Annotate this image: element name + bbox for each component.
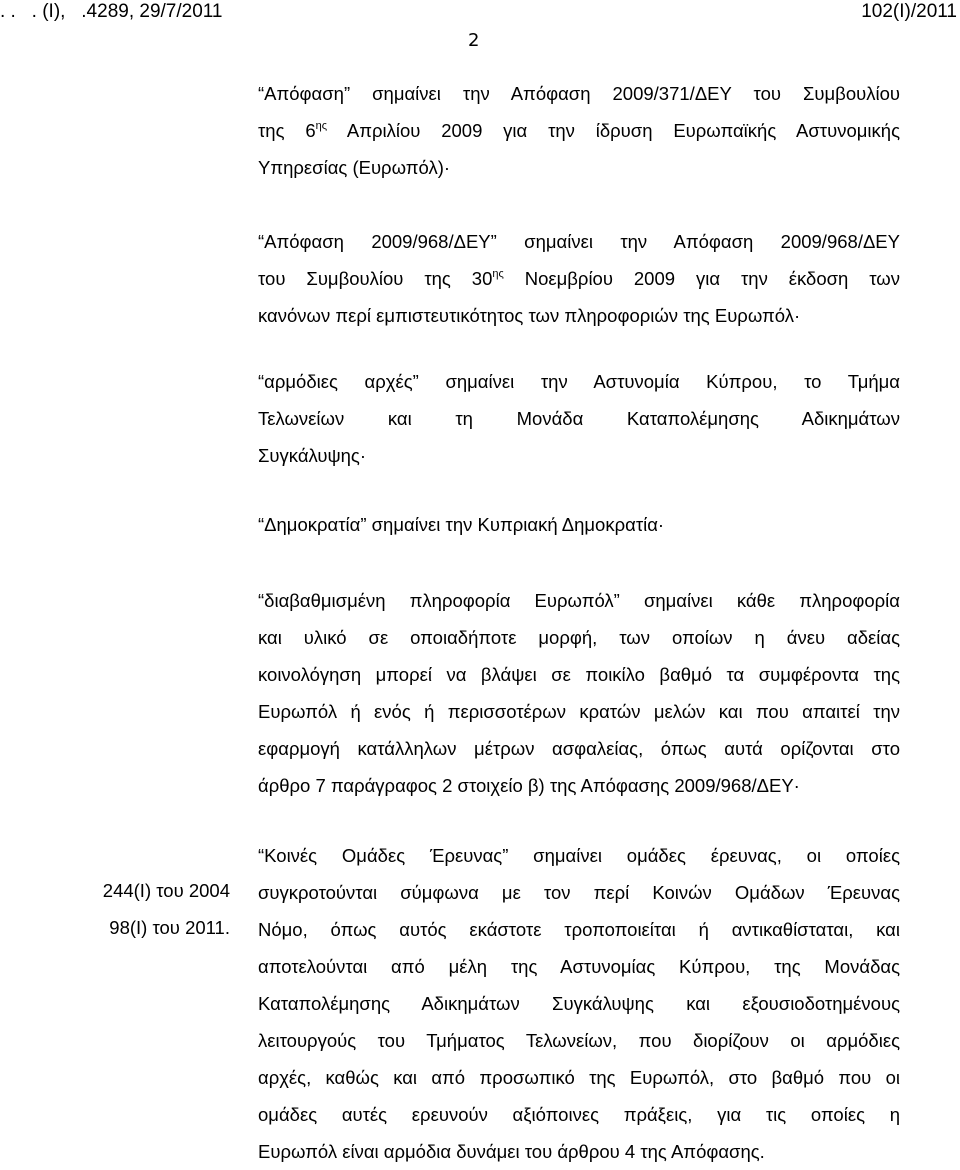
definition-apofasi-2009-968 [258,223,900,334]
definition-line: του Συμβουλίου της $30^{\eta\varsigma}$ Νοεμβρίου 2009 για την έκδοση των [258,268,900,289]
definition-line: “Απόφαση 2009/968/ΔΕΥ” σημαίνει την Απόφαση 2009/968/ΔΕΥ [258,231,900,252]
page-header [0,0,960,26]
margin-note-line: 244(Ι) του 2004 [102,880,230,901]
definition-line: αποτελούνται από μέλη της Αστυνομίας Κύπρου, της Μονάδας [258,956,900,977]
definition-line: Υπηρεσίας (Ευρωπόλ)· [258,157,451,178]
definition-line: “διαβαθμισμένη πληροφορία Ευρωπόλ” σημαίνει κάθε πληροφορία [258,590,900,611]
definition-line: και υλικό σε οποιαδήποτε μορφή, των οποίων η άνευ αδείας [258,627,900,648]
definition-line: της $6^{\eta\varsigma}$ Απριλίου 2009 για την ίδρυση Ευρωπαϊκής Αστυνομικής [258,120,900,141]
definition-line: Ευρωπόλ είναι αρμόδια δυνάμει του άρθρου 4 της Απόφασης. [258,1141,765,1162]
definition-line: λειτουργούς του Τμήματος Τελωνείων, που διορίζουν οι αρμόδιες [258,1030,900,1051]
definition-line: κανόνων περί εμπιστευτικότητος των πληροφοριών της Ευρωπόλ· [258,305,801,326]
header-gazette-reference: . . . (Ι), .4289, 29/7/2011 [0,1,223,22]
definition-koines-omades-erevnas [258,837,900,1170]
page-number: 2 [468,30,480,51]
header-law-number: 102(Ι)/2011 [861,1,957,22]
definition-line: Ευρωπόλ ή ενός ή περισσοτέρων κρατών μελών και που απαιτεί την [258,701,900,722]
superscript-ordinal: ης [492,268,504,280]
definition-line: Καταπολέμησης Αδικημάτων Συγκάλυψης και εξουσιοδοτημένους [258,993,900,1014]
definition-line: “αρμόδιες αρχές” σημαίνει την Αστυνομία Κύπρου, το Τμήμα [258,371,900,392]
margin-note-line: 98(Ι) του 2011. [109,917,230,938]
definition-line: “Κοινές Ομάδες Έρευνας” σημαίνει ομάδες έρευνας, οι οποίες [258,845,900,866]
definition-apofasi [258,75,900,186]
definition-line: συγκροτούνται σύμφωνα με τον περί Κοινών Ομάδων Έρευνας [258,882,900,903]
definition-line: Τελωνείων και τη Μονάδα Καταπολέμησης Αδικημάτων [258,408,900,429]
definition-line: Νόμο, όπως αυτός εκάστοτε τροποποιείται ή αντικαθίσταται, και [258,919,900,940]
definition-armodies-arches [258,363,900,474]
definition-line: άρθρο 7 παράγραφος 2 στοιχείο β) της Απόφασης 2009/968/ΔΕΥ· [258,775,800,796]
definition-line: εφαρμογή κατάλληλων μέτρων ασφαλείας, όπως αυτά ορίζονται στο [258,738,900,759]
superscript-ordinal: ης [315,120,328,132]
definition-line: αρχές, καθώς και από προσωπικό της Ευρωπόλ, στο βαθμό που οι [258,1067,900,1088]
definition-line: Συγκάλυψης· [258,445,367,466]
definition-line: ομάδες αυτές ερευνούν αξιόποινες πράξεις, για τις οποίες η [258,1104,900,1125]
definition-line: “Δημοκρατία” σημαίνει την Κυπριακή Δημοκρατία· [258,514,665,535]
definition-dimokratia [258,506,900,543]
definition-line: “Απόφαση” σημαίνει την Απόφαση 2009/371/ΔΕΥ του Συμβουλίου [258,83,900,104]
definition-line: κοινολόγηση μπορεί να βλάψει σε ποικίλο βαθμό τα συμφέροντα της [258,664,900,685]
definition-diavathmismeni-pliroforia [258,582,900,804]
margin-note-laws [70,872,230,946]
